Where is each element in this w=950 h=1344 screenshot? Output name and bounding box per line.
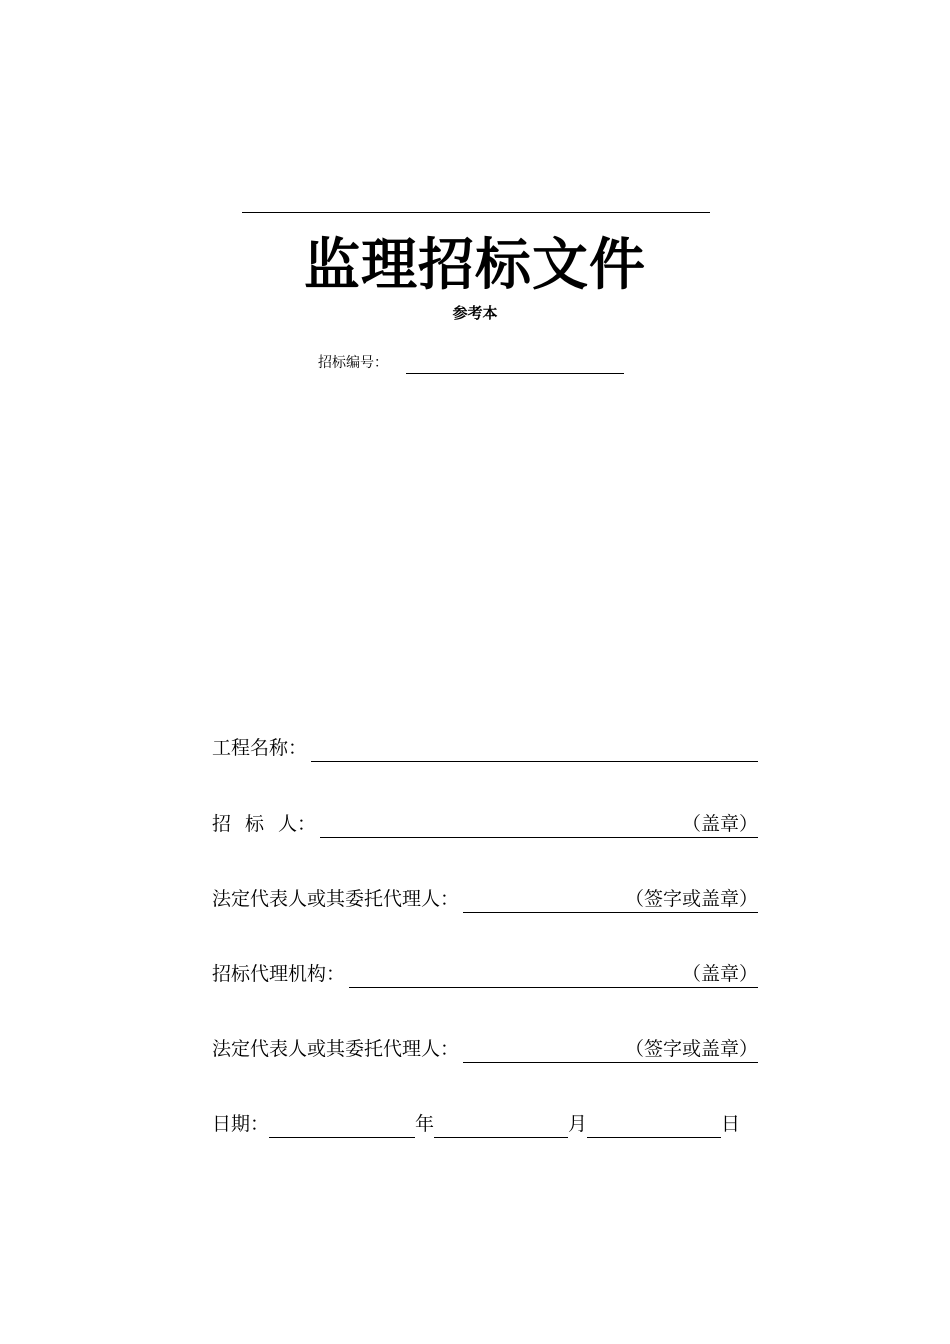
tenderer-seal-note: （盖章） [681,813,758,835]
tenderer-label-char: 标 [245,813,265,835]
year-blank[interactable] [269,1115,415,1138]
tenderer-label-char: 招 [212,813,232,835]
legal-rep-sign-note: （签字或盖章） [624,888,758,910]
document-subtitle: 参考本 [452,304,498,322]
bid-number-row [318,352,624,374]
day-label: 日 [721,1113,741,1135]
month-blank[interactable] [434,1115,568,1138]
legal-rep-blank[interactable] [463,886,758,913]
year-label: 年 [415,1113,435,1135]
project-name-row [212,734,758,762]
day-blank[interactable] [587,1115,721,1138]
legal-rep-row-1 [212,885,758,913]
month-label: 月 [568,1113,588,1135]
date-row [212,1110,758,1138]
tenderer-label [212,810,316,838]
project-name-label: 工程名称： [212,737,308,759]
tenderer-blank[interactable] [320,811,758,838]
agency-seal-note: （盖章） [681,963,758,985]
top-divider-line [242,212,710,213]
agency-label: 招标代理机构： [212,963,346,985]
legal-rep-row-2 [212,1035,758,1063]
legal-rep-label: 法定代表人或其委托代理人： [212,1038,460,1060]
legal-rep-blank[interactable] [463,1036,758,1063]
tenderer-label-char: 人： [278,813,317,835]
document-title: 监理招标文件 [304,233,646,298]
agency-blank[interactable] [349,961,758,988]
agency-row [212,960,758,988]
bid-number-label: 招标编号： [318,355,388,371]
legal-rep-sign-note: （签字或盖章） [624,1038,758,1060]
project-name-blank[interactable] [311,739,758,762]
date-label: 日期： [212,1113,270,1135]
tenderer-row [212,810,758,838]
legal-rep-label: 法定代表人或其委托代理人： [212,888,460,910]
bid-number-blank[interactable] [406,357,624,374]
